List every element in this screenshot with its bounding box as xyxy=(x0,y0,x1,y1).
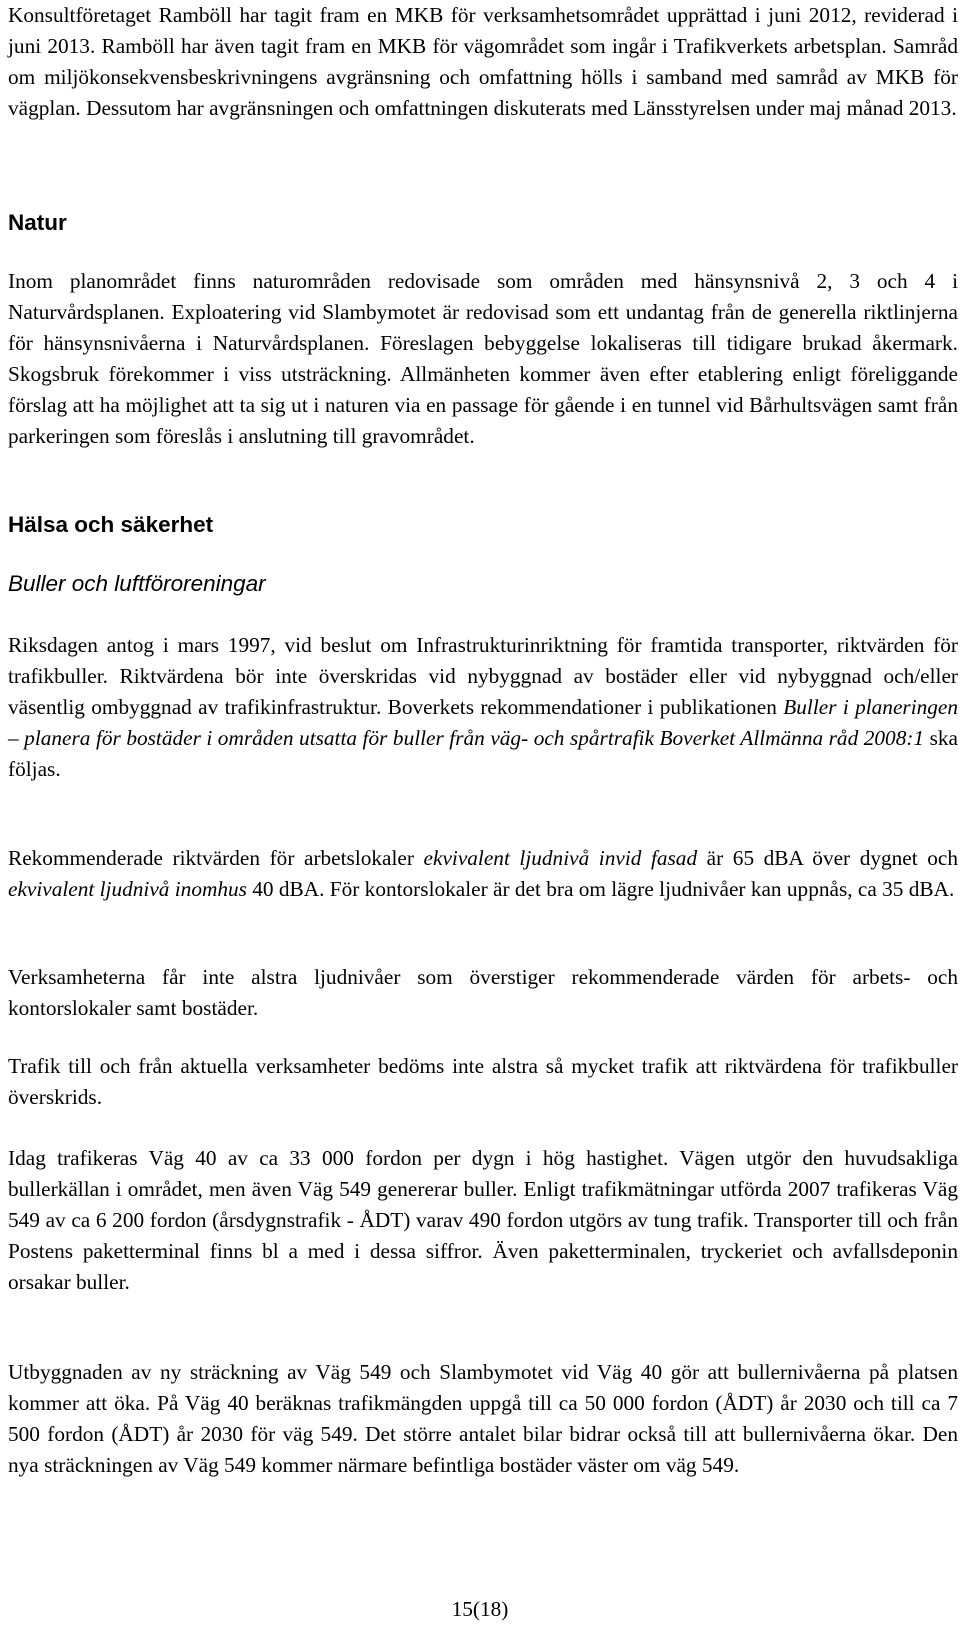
paragraph-verksamheterna: Verksamheterna får inte alstra ljudnivåer som överstiger rekommenderade värden för arbets- och kontorslokaler samt bostäder. xyxy=(8,965,958,1020)
paragraph-trafik: Trafik till och från aktuella verksamheter bedöms inte alstra så mycket trafik att riktvärdena för trafikbuller överskrids. xyxy=(8,1054,958,1109)
paragraph-rek-text-c: 40 dBA. För kontorslokaler är det bra om lägre ljudnivåer kan uppnås, ca 35 dBA. xyxy=(246,877,955,901)
paragraph-utbyggnaden: Utbyggnaden av ny sträckning av Väg 549 och Slambymotet vid Väg 40 gör att bullernivåerna på platsen kommer att öka. På Väg 40 beräknas trafikmängden uppgå till ca 50 000 fordon (ÅDT) år 2030 och till ca 7 500 fordon (ÅDT) år 2030 för väg 549. Det större antalet bilar bidrar också till att bullernivåerna ökar. Den nya sträckningen av Väg 549 kommer närmare befintliga bostäder väster om väg 549. xyxy=(8,1360,958,1477)
paragraph-intro: Konsultföretaget Ramböll har tagit fram en MKB för verksamhetsområdet upprättad i juni 2012, reviderad i juni 2013. Ramböll har även tagit fram en MKB för vägområdet som ingår i Trafikverkets arbetsplan. Samråd om miljökonsekvensbeskrivningens avgränsning och omfattning hölls i samband med samråd av MKB för vägplan. Dessutom har avgränsningen och omfattningen diskuterats med Länsstyrelsen under maj månad 2013. xyxy=(8,3,958,120)
paragraph-riksdagen xyxy=(8,630,958,785)
paragraph-rek-text-a: Rekommenderade riktvärden för arbetslokaler xyxy=(8,846,424,870)
subheading-buller: Buller och luftföroreningar xyxy=(8,571,266,596)
paragraph-natur: Inom planområdet finns naturområden redovisade som områden med hänsynsnivå 2, 3 och 4 i Naturvårdsplanen. Exploatering vid Slambymotet är redovisad som ett undantag från de generella riktlinjerna för hänsynsnivåerna i Naturvårdsplanen. Föreslagen bebyggelse lokaliseras till tidigare brukad åkermark. Skogsbruk förekommer i viss utsträckning. Allmänheten kommer även efter etablering enligt föreliggande förslag att ha möjlighet att ta sig ut i naturen via en passage för gående i en tunnel vid Bårhultsvägen samt från parkeringen som föreslås i anslutning till gravområdet. xyxy=(8,269,958,448)
heading-natur: Natur xyxy=(8,210,67,235)
paragraph-rek-text-b: är 65 dBA över dygnet och xyxy=(697,846,958,870)
term-ekvivalent-inomhus: ekvivalent ljudnivå inomhus xyxy=(8,877,247,901)
publication-title: Buller i planeringen – planera för bostäder i områden utsatta för buller från väg- och spårtrafik Boverket Allmänna råd 2008:1 xyxy=(8,695,959,750)
paragraph-riksdagen-text-a: Riksdagen antog i mars 1997, vid beslut om Infrastrukturinriktning för framtida transporter, riktvärden för trafikbuller. Riktvärdena bör inte överskridas vid nybyggnad av bostäder eller vid nybyggnad och/eller väsentlig ombyggnad av trafikinfrastruktur. Boverkets rekommendationer i publikationen xyxy=(8,633,958,719)
paragraph-idag: Idag trafikeras Väg 40 av ca 33 000 fordon per dygn i hög hastighet. Vägen utgör den huvudsakliga bullerkällan i området, men även Väg 549 genererar buller. Enligt trafikmätningar utförda 2007 trafikeras Väg 549 av ca 6 200 fordon (årsdygnstrafik - ÅDT) varav 490 fordon utgörs av tung trafik. Transporter till och från Postens paketterminal finns bl a med i dessa siffror. Även paketterminalen, tryckeriet och avfallsdeponin orsakar buller. xyxy=(8,1146,958,1294)
heading-halsa-och-sakerhet: Hälsa och säkerhet xyxy=(8,512,214,537)
paragraph-riksdagen-text-b: ska följas. xyxy=(8,726,959,781)
term-ekvivalent-fasad: ekvivalent ljudnivå invid fasad xyxy=(423,846,698,870)
paragraph-rekommenderade xyxy=(8,843,958,905)
page-number: 15(18) xyxy=(451,1597,509,1621)
